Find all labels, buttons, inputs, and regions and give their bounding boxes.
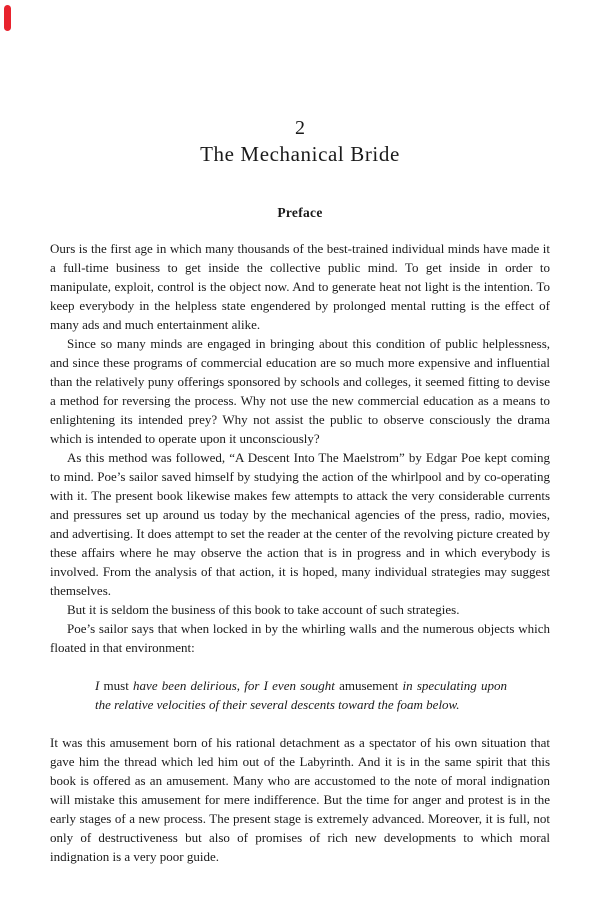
paragraph-4: But it is seldom the business of this book to take account of such strategies. <box>67 602 460 617</box>
paragraph-1: Ours is the first age in which many thousands of the best-trained individual minds have made it a full-time business to get inside the collective public mind. To get inside in order to manipulate, exploit, control is the object now. And to generate heat not light is the intention. To keep everybody in the helpless state engendered by prolonged mental rutting is the effect of many ads and much entertainment alike. <box>50 241 550 332</box>
paragraph-2: Since so many minds are engaged in bringing about this condition of public helplessness, and since these programs of commercial education are so much more expensive and influential than the relatively puny offerings sponsored by schools and colleges, it seemed fitting to devise a method for reversing the process. Why not use the new commercial education as a means to enlightening its intended prey? Why not assist the public to observe consciously the drama which is intended to operate upon it unconsciously? <box>50 336 550 446</box>
section-heading-preface: Preface <box>277 205 323 220</box>
block-quote: I must have been delirious, for I even sought amusement in speculating upon the relative velocities of their several descents toward the foam below. <box>95 678 507 712</box>
chapter-title: The Mechanical Bride <box>200 142 400 166</box>
closing-paragraph: It was this amusement born of his rational detachment as a spectator of his own situation that gave him the thread which led him out of the Labyrinth. And it is in the same spirit that this book is offered as an amusement. Many who are accustomed to the note of moral indignation will mistake this amusement for mere indifference. But the time for anger and protest is in the early stages of a new process. The present stage is extremely advanced. Moreover, it is full, not only of destructiveness but also of promises of rich new developments to which moral indignation is a very poor guide. <box>50 735 550 864</box>
paragraph-5: Poe’s sailor says that when locked in by the whirling walls and the numerous objects which floated in that environment: <box>50 621 550 655</box>
chapter-number: 2 <box>295 117 305 139</box>
red-marker <box>4 5 11 31</box>
chapter-head <box>0 116 600 167</box>
paragraph-3: As this method was followed, “A Descent Into The Maelstrom” by Edgar Poe kept coming to mind. Poe’s sailor saved himself by studying the action of the whirlpool and by co-operating with it. The present book likewise makes few attempts to attack the very considerable currents and pressures set up around us today by the mechanical agencies of the press, radio, movies, and advertising. It does attempt to set the reader at the center of the revolving picture created by these affairs where he may observe the action that is in progress and in which everybody is involved. From the analysis of that action, it is hoped, many individual strategies may suggest themselves. <box>50 450 550 598</box>
body-text <box>50 239 550 866</box>
